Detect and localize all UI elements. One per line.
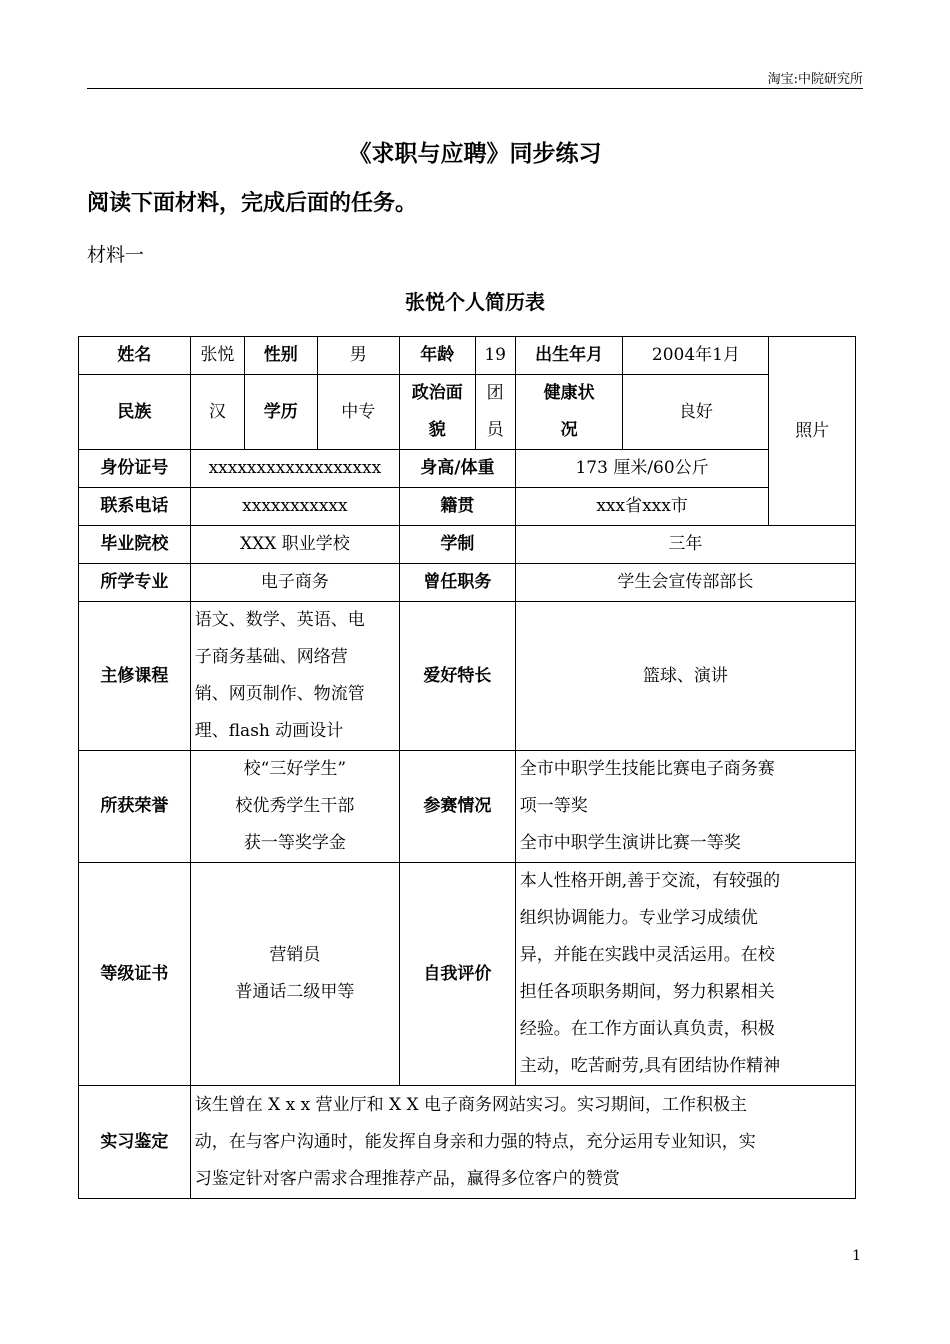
major-label: 所学专业 xyxy=(79,564,191,602)
height-weight-label: 身高/体重 xyxy=(400,450,516,488)
self-eval-line: 本人性格开朗,善于交流，有较强的 xyxy=(519,871,781,891)
course-line: 销、网页制作、物流管 xyxy=(194,684,365,704)
table-row xyxy=(79,602,856,751)
cert-line: 普通话二级甲等 xyxy=(235,982,355,1002)
internship-line: 该生曾在 X x x 营业厅和 X X 电子商务网站实习。实习期间，工作积极主 xyxy=(194,1094,748,1115)
phone-value: xxxxxxxxxxx xyxy=(190,488,399,526)
self-eval-line: 异，并能在实践中灵活运用。在校 xyxy=(519,945,775,965)
material-label: 材料一 xyxy=(87,244,145,266)
phone-label: 联系电话 xyxy=(79,488,191,526)
self-eval-line: 担任各项职务期间，努力积累相关 xyxy=(519,982,775,1002)
name-label: 姓名 xyxy=(79,337,191,375)
political-label xyxy=(400,375,475,450)
competition-line: 全市中职学生技能比赛电子商务赛 xyxy=(519,759,775,779)
internship-line: 习鉴定针对客户需求合理推荐产品，赢得多位客户的赞赏 xyxy=(194,1168,620,1189)
origin-value: xxx省xxx市 xyxy=(515,488,769,526)
health-label xyxy=(515,375,623,450)
self-eval-line: 经验。在工作方面认真负责，积极 xyxy=(519,1019,775,1039)
internship-label: 实习鉴定 xyxy=(79,1086,191,1199)
health-value: 良好 xyxy=(623,375,769,450)
political-value-line: 团 xyxy=(486,383,504,403)
birth-label: 出生年月 xyxy=(515,337,623,375)
id-label: 身份证号 xyxy=(79,450,191,488)
honor-line: 校“三好学生” xyxy=(243,759,347,779)
self-eval-label: 自我评价 xyxy=(400,863,516,1086)
honor-line: 获一等奖学金 xyxy=(243,833,346,853)
position-label: 曾任职务 xyxy=(400,564,516,602)
gender-value: 男 xyxy=(317,337,400,375)
table-row xyxy=(79,526,856,564)
major-value: 电子商务 xyxy=(190,564,399,602)
cert-line: 营销员 xyxy=(269,945,321,965)
duration-label: 学制 xyxy=(400,526,516,564)
header-divider xyxy=(87,88,863,89)
competition-line: 全市中职学生演讲比赛一等奖 xyxy=(519,833,741,853)
header-source-note: 淘宝:中院研究所 xyxy=(767,72,863,87)
age-label: 年龄 xyxy=(400,337,475,375)
courses-label: 主修课程 xyxy=(79,602,191,751)
hobbies-value: 篮球、演讲 xyxy=(515,602,855,751)
internship-value xyxy=(190,1086,855,1199)
resume-table xyxy=(78,336,856,1199)
origin-label: 籍贯 xyxy=(400,488,516,526)
course-line: 子商务基础、网络营 xyxy=(194,647,348,667)
position-value: 学生会宣传部部长 xyxy=(515,564,855,602)
document-title: 《求职与应聘》同步练习 xyxy=(348,141,602,167)
education-label: 学历 xyxy=(245,375,317,450)
self-eval-value xyxy=(515,863,855,1086)
competitions-value xyxy=(515,751,855,863)
internship-line: 动，在与客户沟通时，能发挥自身亲和力强的特点，充分运用专业知识，实 xyxy=(194,1131,756,1152)
course-line: 语文、数学、英语、电 xyxy=(194,610,365,630)
ethnicity-value: 汉 xyxy=(190,375,244,450)
duration-value: 三年 xyxy=(515,526,855,564)
certs-label: 等级证书 xyxy=(79,863,191,1086)
birth-value: 2004年1月 xyxy=(623,337,769,375)
table-row xyxy=(79,375,856,450)
gender-label: 性别 xyxy=(245,337,317,375)
school-value: XXX 职业学校 xyxy=(190,526,399,564)
political-value xyxy=(475,375,515,450)
table-row xyxy=(79,450,856,488)
competition-line: 项一等奖 xyxy=(519,796,588,816)
table-row xyxy=(79,337,856,375)
height-weight-value: 173 厘米/60公斤 xyxy=(515,450,769,488)
hobbies-label: 爱好特长 xyxy=(400,602,516,751)
certs-value xyxy=(190,863,399,1086)
table-row xyxy=(79,863,856,1086)
honors-value xyxy=(190,751,399,863)
health-label-line: 况 xyxy=(560,420,578,440)
education-value: 中专 xyxy=(317,375,400,450)
table-row xyxy=(79,1086,856,1199)
self-eval-line: 主动，吃苦耐劳,具有团结协作精神 xyxy=(519,1056,781,1076)
honor-line: 校优秀学生干部 xyxy=(235,796,355,816)
id-value: xxxxxxxxxxxxxxxxxx xyxy=(190,450,399,488)
political-value-line: 员 xyxy=(486,420,504,440)
ethnicity-label: 民族 xyxy=(79,375,191,450)
political-label-line: 政治面 xyxy=(411,383,463,403)
page-number: 1 xyxy=(852,1248,861,1264)
school-label: 毕业院校 xyxy=(79,526,191,564)
honors-label: 所获荣誉 xyxy=(79,751,191,863)
competitions-label: 参赛情况 xyxy=(400,751,516,863)
health-label-line: 健康状 xyxy=(543,383,595,403)
course-line: 理、flash 动画设计 xyxy=(194,721,344,741)
self-eval-line: 组织协调能力。专业学习成绩优 xyxy=(519,908,758,928)
name-value: 张悦 xyxy=(190,337,244,375)
table-row xyxy=(79,564,856,602)
political-label-line: 貌 xyxy=(428,420,446,440)
age-value: 19 xyxy=(475,337,515,375)
instruction-text: 阅读下面材料，完成后面的任务。 xyxy=(87,191,418,216)
photo-placeholder: 照片 xyxy=(769,337,856,526)
resume-table-title: 张悦个人简历表 xyxy=(405,290,545,314)
table-row xyxy=(79,488,856,526)
courses-value xyxy=(190,602,399,751)
table-row xyxy=(79,751,856,863)
